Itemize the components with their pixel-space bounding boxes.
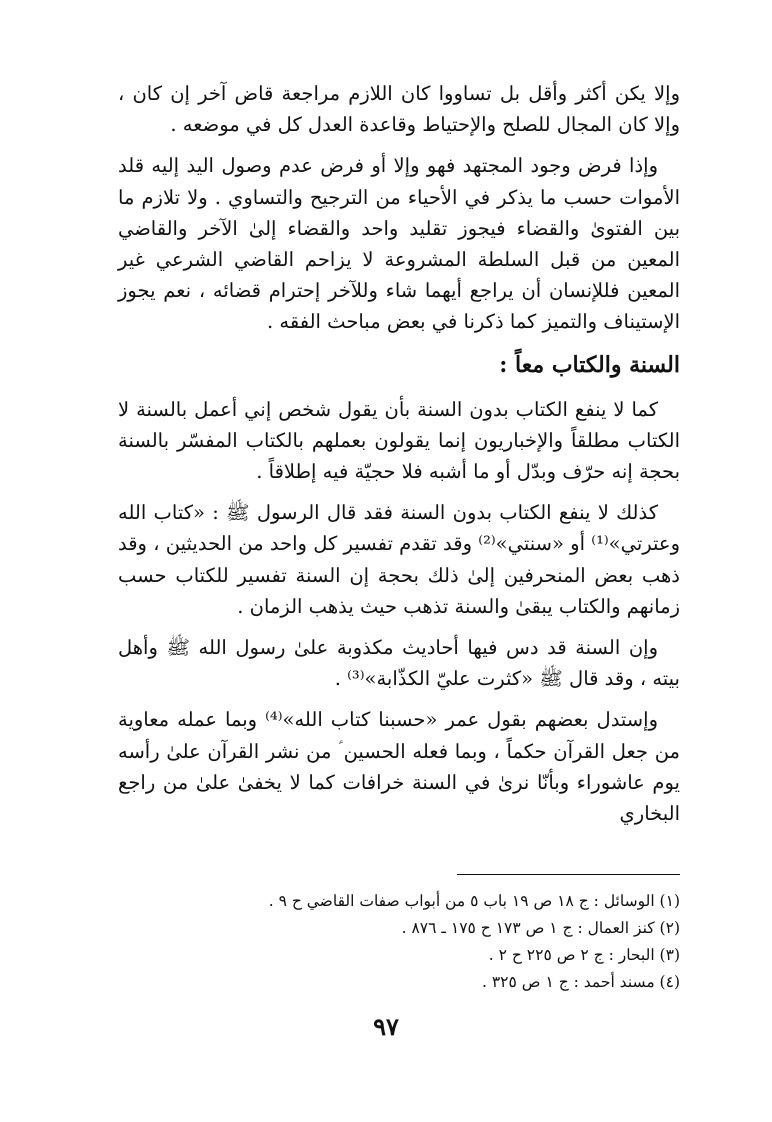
paragraph-5: وإن السنة قد دس فيها أحاديث مكذوبة علىٰ رسول الله ﷺ وأهل بيته ، وقد قال ﷺ «كثرت عليّ الكذّابة»⁽³⁾ . (118, 636, 680, 691)
paragraph-3: كما لا ينفع الكتاب بدون السنة بأن يقول شخص إني أعمل بالسنة لا الكتاب مطلقاً والإخباريون إنما يقولون بعملهم بالكتاب المفسّر بالسنة بحجة إنه حرّف وبدّل أو ما أشبه فلا حجيّة فيه إطلاقاً . (118, 397, 680, 484)
paragraph-4: كذلك لا ينفع الكتاب بدون السنة فقد قال الرسول ﷺ : «كتاب الله وعترتي»⁽¹⁾ أو «سنتي»⁽²⁾ وقد تقدم تفسير كل واحد من الحديثين ، وقد ذهب بعض المنحرفين إلىٰ ذلك بحجة إن السنة تفسير للكتاب حسب زمانهم والكتاب يبقىٰ والسنة تذهب حيث يذهب الزمان . (118, 501, 680, 618)
paragraph-1: وإلا يكن أكثر وأقل بل تساووا كان اللازم مراجعة قاض آخر إن كان ، وإلا كان المجال للصلح والإحتياط وقاعدة العدل كل في موضعه . (118, 82, 680, 137)
page-body (118, 78, 680, 839)
paragraph-2: وإذا فرض وجود المجتهد فهو وإلا أو فرض عدم وصول اليد إليه قلد الأموات حسب ما يذكر في الأحياء من الترجيح والتساوي . ولا تلازم ما بين الفتوىٰ والقضاء فيجوز تقليد واحد والقضاء إلىٰ الآخر والقاضي المعين من قبل السلطة المشروعة لا يزاحم القاضي الشرعي غير المعين فللإنسان أن يراجع أيهما شاء وللآخر إحترام قضائه ، نعم يجوز الإستيناف والتميز كما ذكرنا في بعض مباحث الفقه . (118, 154, 680, 334)
section-heading: السنة والكتاب معاً : (499, 351, 680, 378)
paragraph-6: وإستدل بعضهم بقول عمر «حسبنا كتاب الله»⁽⁴⁾ وبما عمله معاوية من جعل القرآن حكماً ، وبما فعله الحسين ؑ من نشر القرآن علىٰ رأسه يوم عاشوراء وبأنّا نرىٰ في السنة خرافات كما لا يخفىٰ علىٰ من راجع البخاري (118, 708, 680, 826)
page-number: ٩٧ (373, 1012, 399, 1041)
footnote-4: (٤) مسند أحمد : ج ١ ص ٣٢٥ . (482, 973, 680, 991)
footnote-2: (٢) كنز العمال : ج ١ ص ١٧٣ ح ١٧٥ ـ ٨٧٦ . (401, 919, 680, 937)
footnote-3: (٣) البحار : ج ٢ ص ٢٢٥ ح ٢ . (488, 946, 680, 964)
footnote-1: (١) الوسائل : ج ١٨ ص ١٩ باب ٥ من أبواب صفات القاضي ح ٩ . (268, 892, 680, 910)
footnotes (118, 888, 680, 996)
footnote-divider (457, 874, 680, 875)
